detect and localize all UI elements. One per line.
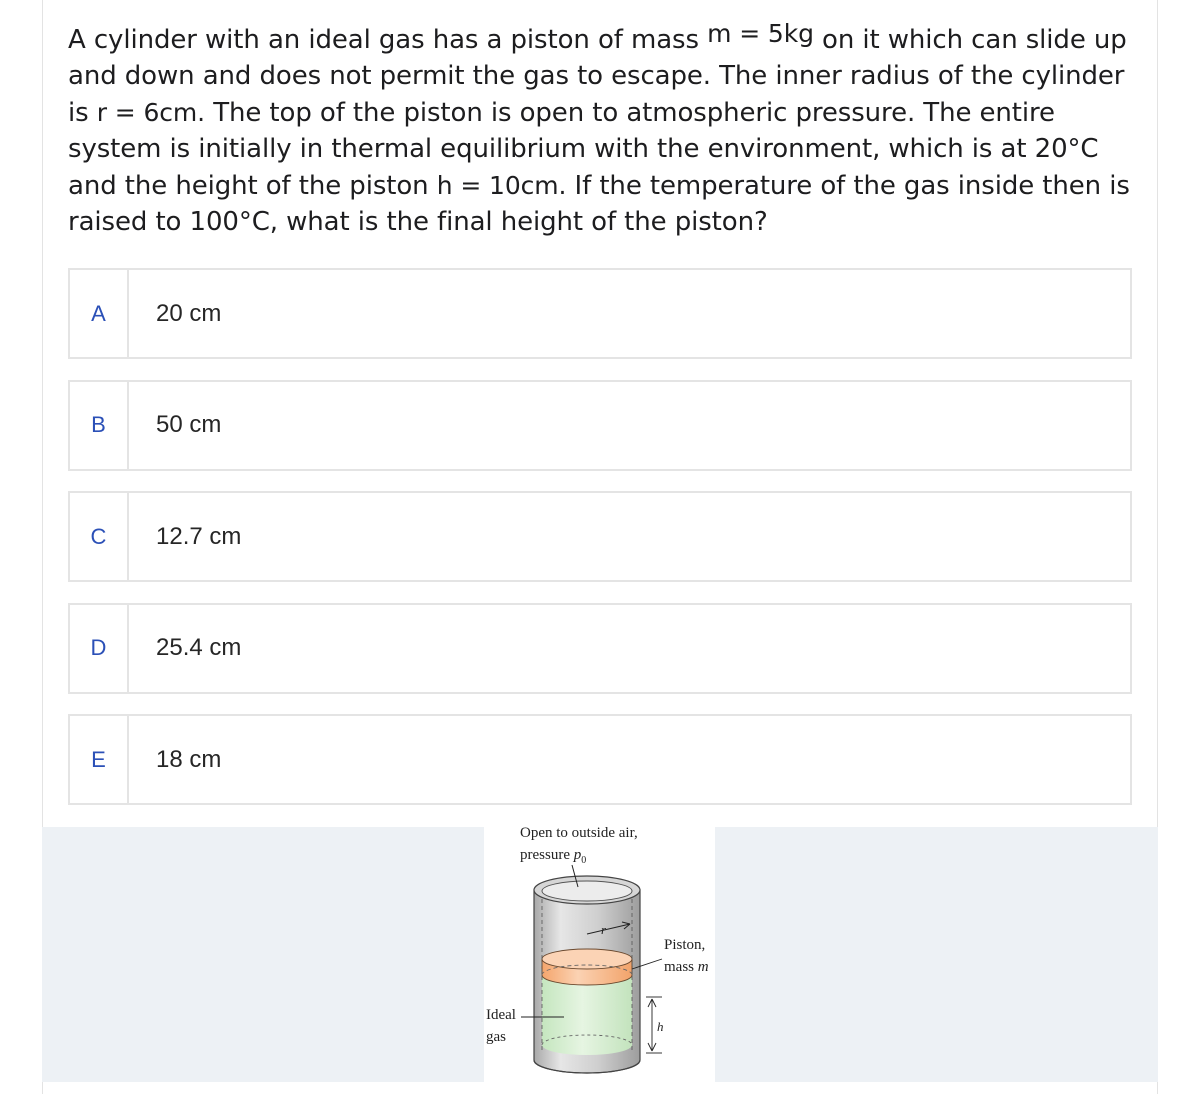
option-a[interactable] [68, 268, 1132, 359]
option-text: 18 cm [156, 745, 222, 773]
equals-sign: = [106, 97, 144, 127]
question-part: A cylinder with an ideal gas has a piston of mass [68, 25, 708, 55]
piston-top [542, 949, 632, 969]
gas-label-2 [486, 1027, 506, 1048]
radius-label-text: r [601, 922, 607, 937]
question-part: on it which can slide up and down and does not permit the gas to escape. The inner radius of the cylinder is [68, 25, 1127, 128]
equals-sign: = [731, 19, 768, 48]
radius-symbol: r [96, 97, 107, 127]
option-text: 50 cm [156, 411, 222, 438]
question-part: The top of the piston is open to atmospheric pressure. The entire system is initially in thermal equilibrium with the environment, which is at 20°C and the height of the piston [68, 97, 1099, 201]
question-part: If the temperature of the gas inside then is raised to 100°C, what is the final height of the piston? [68, 170, 1130, 238]
mass-symbol: m [707, 19, 732, 48]
question-text [68, 19, 1138, 240]
option-letter: A [70, 270, 129, 357]
option-text: 12.7 cm [156, 522, 242, 550]
option-c[interactable] [68, 491, 1132, 582]
option-text: 25.4 cm [156, 634, 242, 661]
mass-value: 5kg [767, 19, 814, 48]
height-value: 10cm. [489, 170, 567, 200]
pressure-label-prefix: pressure [520, 847, 574, 863]
height-label-text: h [657, 1019, 664, 1034]
atmosphere-label-line1: Open to outside air, [520, 825, 638, 841]
gas-label-line2: gas [486, 1029, 506, 1045]
piston-label [664, 935, 705, 956]
height-symbol: h [436, 170, 453, 200]
atmosphere-label [520, 823, 638, 844]
option-b[interactable] [68, 380, 1132, 471]
gas-label-line1: Ideal [486, 1007, 516, 1023]
piston-mass-label [664, 957, 709, 978]
height-label [657, 1016, 664, 1037]
cylinder-opening [542, 881, 632, 901]
option-d[interactable] [68, 603, 1132, 694]
piston-mass-prefix: mass [664, 959, 698, 975]
option-text: 20 cm [156, 299, 222, 327]
option-letter: D [70, 605, 129, 692]
equals-sign: = [452, 170, 490, 200]
pressure-label [520, 845, 586, 871]
option-letter: E [70, 716, 129, 803]
radius-value: 6cm. [143, 97, 206, 127]
option-letter: B [70, 382, 129, 469]
piston-cylinder-figure [484, 827, 715, 1082]
pressure-symbol: p [573, 847, 582, 863]
option-letter: C [70, 493, 129, 580]
radius-label [601, 919, 606, 940]
piston-label-line1: Piston, [664, 937, 706, 953]
option-e[interactable] [68, 714, 1132, 805]
piston-mass-symbol: m [697, 959, 709, 975]
pressure-subscript: 0 [581, 855, 587, 866]
gas-label [486, 1005, 516, 1026]
